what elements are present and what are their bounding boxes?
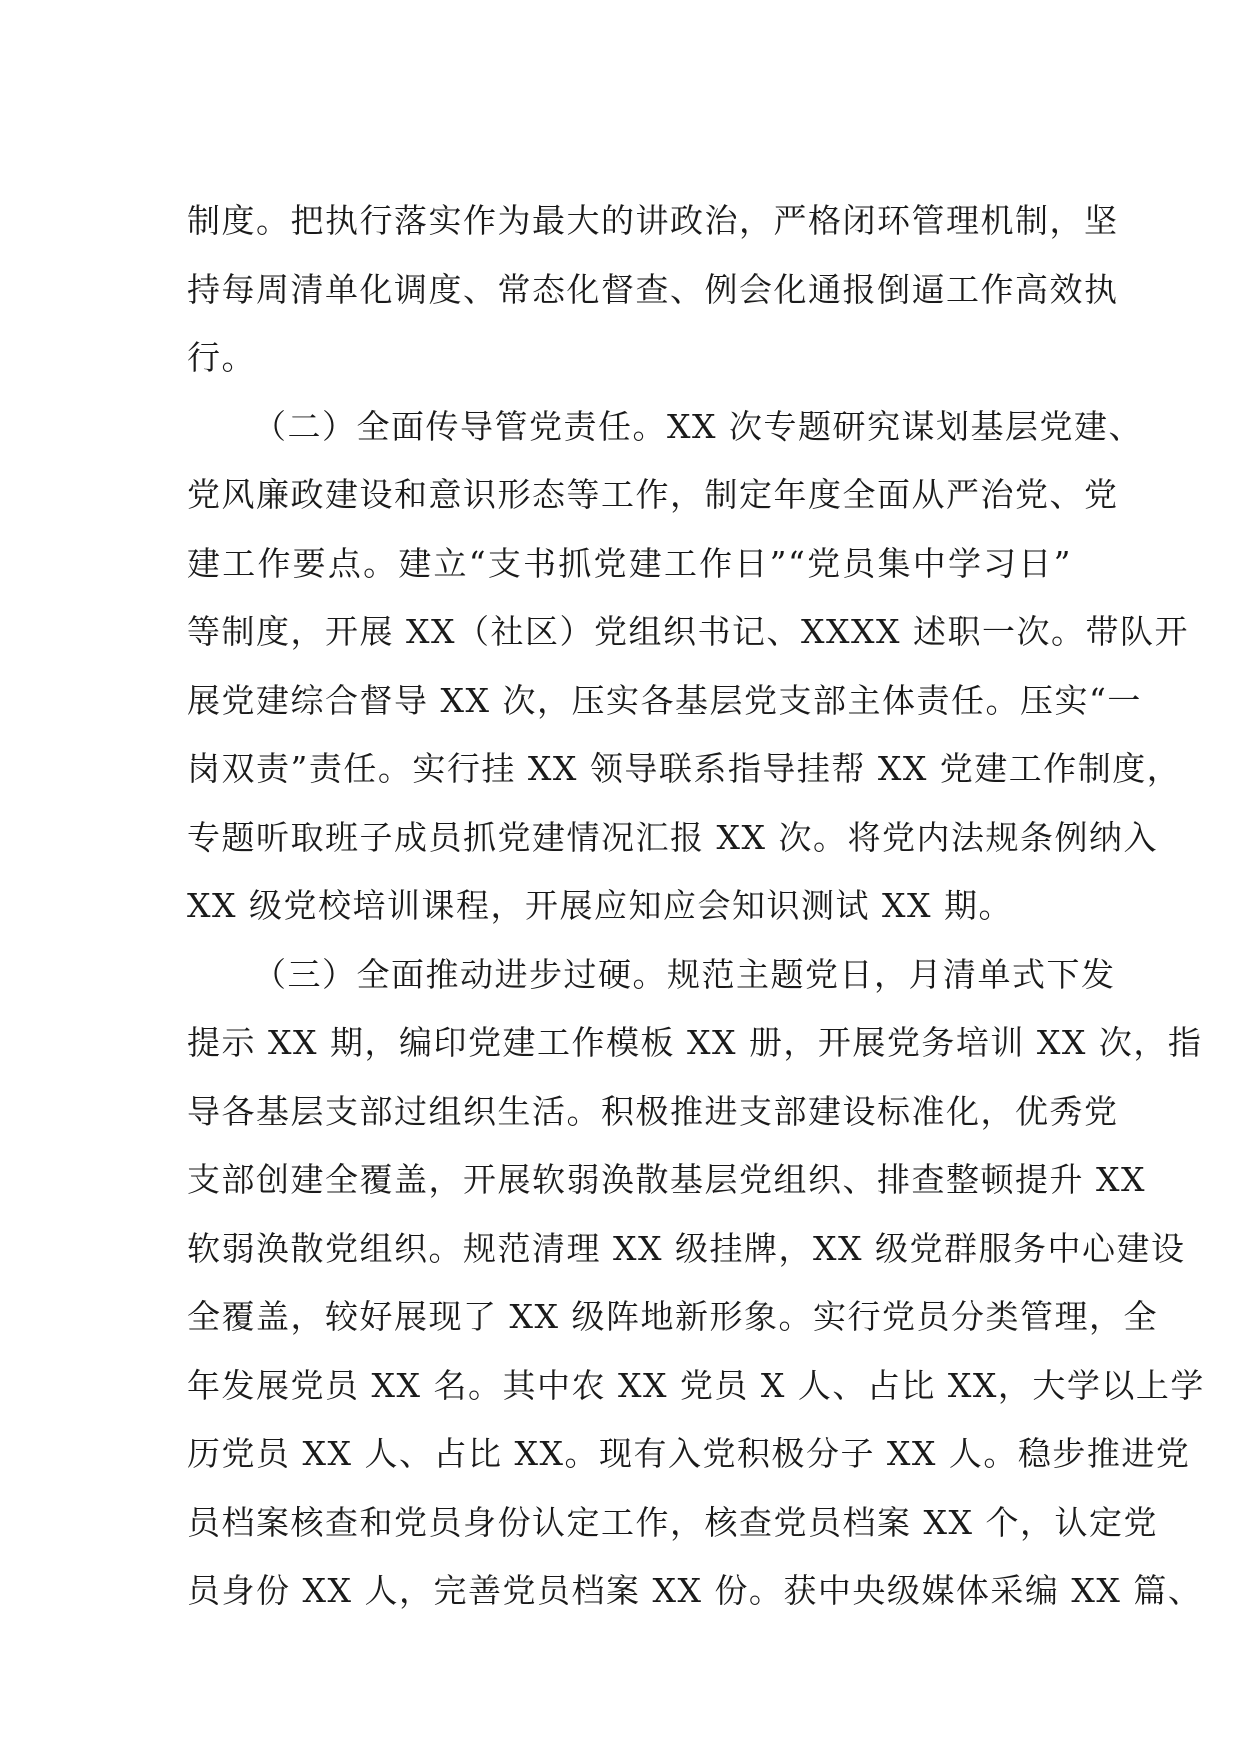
text-line: 等制度，开展 XX（社区）党组织书记、XXXX 述职一次。带队开	[187, 612, 1189, 651]
text-line: 导各基层支部过组织生活。积极推进支部建设标准化，优秀党	[187, 1091, 1119, 1131]
text-line: 员档案核查和党员身份认定工作，核查党员档案 XX 个，认定党	[187, 1502, 1158, 1542]
paragraph-2	[187, 393, 1189, 941]
text-line: 员身份 XX 人，完善党员档案 XX 份。获中央级媒体采编 XX 篇、	[187, 1571, 1203, 1610]
text-line: （三）全面推动进步过硬。规范主题党日，月清单式下发	[253, 954, 1116, 994]
text-line: 支部创建全覆盖，开展软弱涣散基层党组织、排查整顿提升 XX	[187, 1160, 1146, 1199]
text-line: 行。	[187, 338, 256, 377]
text-line: XX 级党校培训课程，开展应知应会知识测试 XX 期。	[187, 886, 1013, 925]
body-text	[187, 187, 1205, 1626]
text-line: 持每周清单化调度、常态化督查、例会化通报倒逼工作高效执	[187, 269, 1119, 309]
text-line: 历党员 XX 人、占比 XX。现有入党积极分子 XX 人。稳步推进党	[187, 1434, 1191, 1473]
text-line: 专题听取班子成员抓党建情况汇报 XX 次。将党内法规条例纳入	[187, 817, 1158, 857]
text-line: 提示 XX 期，编印党建工作模板 XX 册，开展党务培训 XX 次，指	[187, 1023, 1203, 1062]
text-line: 岗双责”责任。实行挂 XX 领导联系指导挂帮 XX 党建工作制度，	[187, 749, 1182, 788]
text-line: 软弱涣散党组织。规范清理 XX 级挂牌，XX 级党群服务中心建设	[187, 1228, 1186, 1268]
paragraph-3	[187, 941, 1205, 1626]
text-line: 党风廉政建设和意识形态等工作，制定年度全面从严治党、党	[187, 475, 1119, 514]
paragraph-1	[187, 187, 1119, 393]
text-line: （二）全面传导管党责任。XX 次专题研究谋划基层党建、	[253, 406, 1143, 446]
text-line: 全覆盖，较好展现了 XX 级阵地新形象。实行党员分类管理，全	[187, 1297, 1158, 1336]
text-line: 建工作要点。建立“支书抓党建工作日”“党员集中学习日”	[187, 543, 1072, 583]
text-line: 制度。把执行落实作为最大的讲政治，严格闭环管理机制，坚	[187, 201, 1119, 240]
text-line: 展党建综合督导 XX 次，压实各基层党支部主体责任。压实“一	[187, 680, 1142, 720]
text-line: 年发展党员 XX 名。其中农 XX 党员 X 人、占比 XX，大学以上学	[187, 1365, 1205, 1405]
